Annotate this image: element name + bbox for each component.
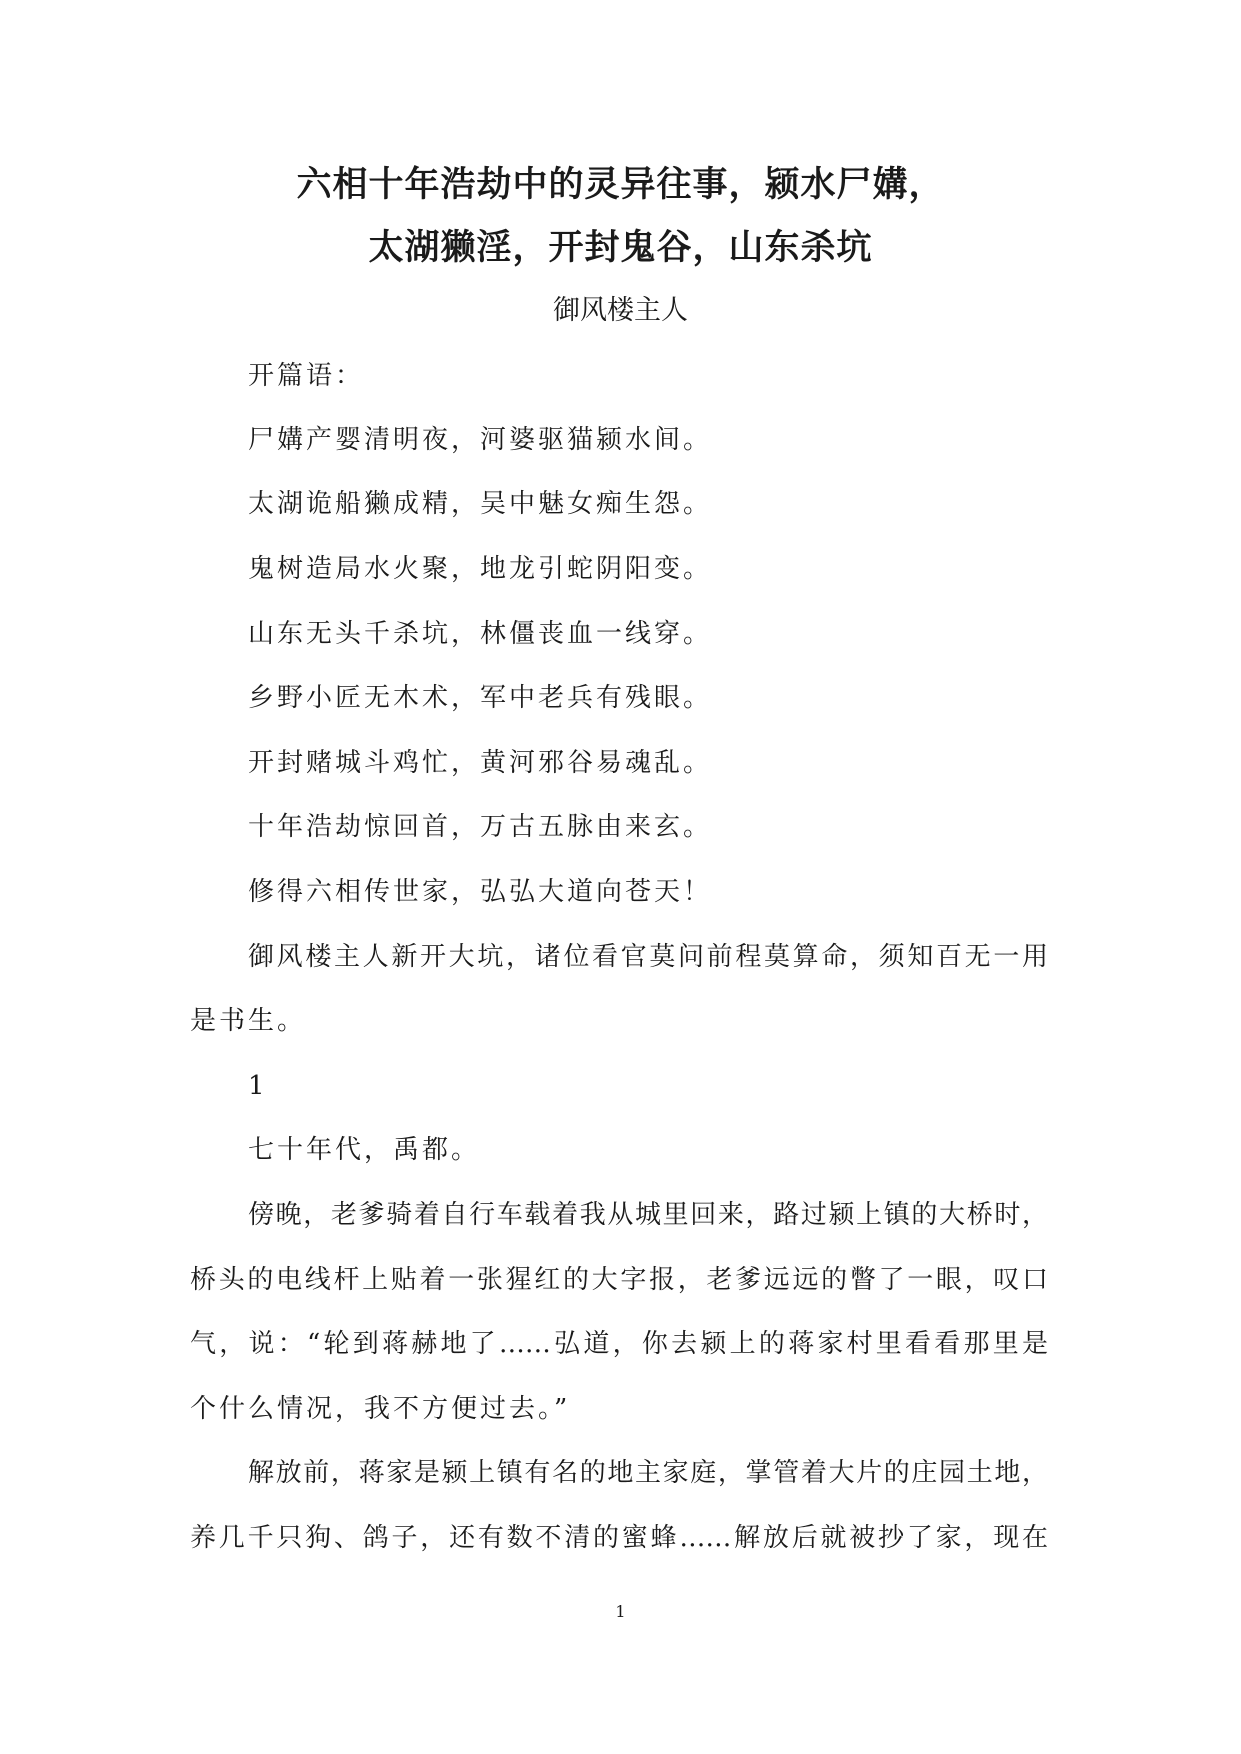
- poem-line: 鬼树造局水火聚，地龙引蛇阴阳变。: [248, 554, 713, 584]
- paragraph-line: 桥头的电线杆上贴着一张猩红的大字报，老爹远远的瞥了一眼，叹口: [190, 1265, 1048, 1295]
- page-number: 1: [615, 1602, 626, 1621]
- paragraph-line: 养几千只狗、鸽子，还有数不清的蜜蜂……解放后就被抄了家，现在: [190, 1523, 1048, 1553]
- prologue-heading: 开篇语：: [248, 361, 365, 391]
- poem-line: 十年浩劫惊回首，万古五脉由来玄。: [248, 812, 713, 842]
- poem-line: 修得六相传世家，弘弘大道向苍天！: [248, 877, 713, 907]
- chapter-number: 1: [248, 1071, 268, 1101]
- paragraph-line: 解放前，蒋家是颍上镇有名的地主家庭，掌管着大片的庄园土地，: [248, 1458, 1048, 1488]
- author-name: 御风楼主人: [553, 295, 688, 326]
- preface-line: 是书生。: [190, 1006, 307, 1036]
- poem-line: 尸媾产婴清明夜，河婆驱猫颍水间。: [248, 425, 713, 455]
- paragraph-line: 傍晚，老爹骑着自行车载着我从城里回来，路过颍上镇的大桥时，: [248, 1200, 1048, 1230]
- poem-line: 山东无头千杀坑，林僵丧血一线穿。: [248, 619, 713, 649]
- paragraph-line: 个什么情况，我不方便过去。”: [190, 1394, 571, 1424]
- document-title-line-1: 六相十年浩劫中的灵异往事，颍水尸媾，: [296, 165, 945, 205]
- preface-line: 御风楼主人新开大坑，诸位看官莫问前程莫算命，须知百无一用: [248, 942, 1048, 972]
- setting-line: 七十年代，禹都。: [248, 1135, 481, 1165]
- document-title-line-2: 太湖獭淫，开封鬼谷，山东杀坑: [368, 228, 873, 268]
- paragraph-line: 气，说：“轮到蒋赫地了……弘道，你去颍上的蒋家村里看看那里是: [190, 1329, 1048, 1359]
- poem-line: 乡野小匠无木术，军中老兵有残眼。: [248, 683, 713, 713]
- poem-line: 太湖诡船獭成精，吴中魅女痴生怨。: [248, 489, 713, 519]
- poem-line: 开封赌城斗鸡忙，黄河邪谷易魂乱。: [248, 748, 713, 778]
